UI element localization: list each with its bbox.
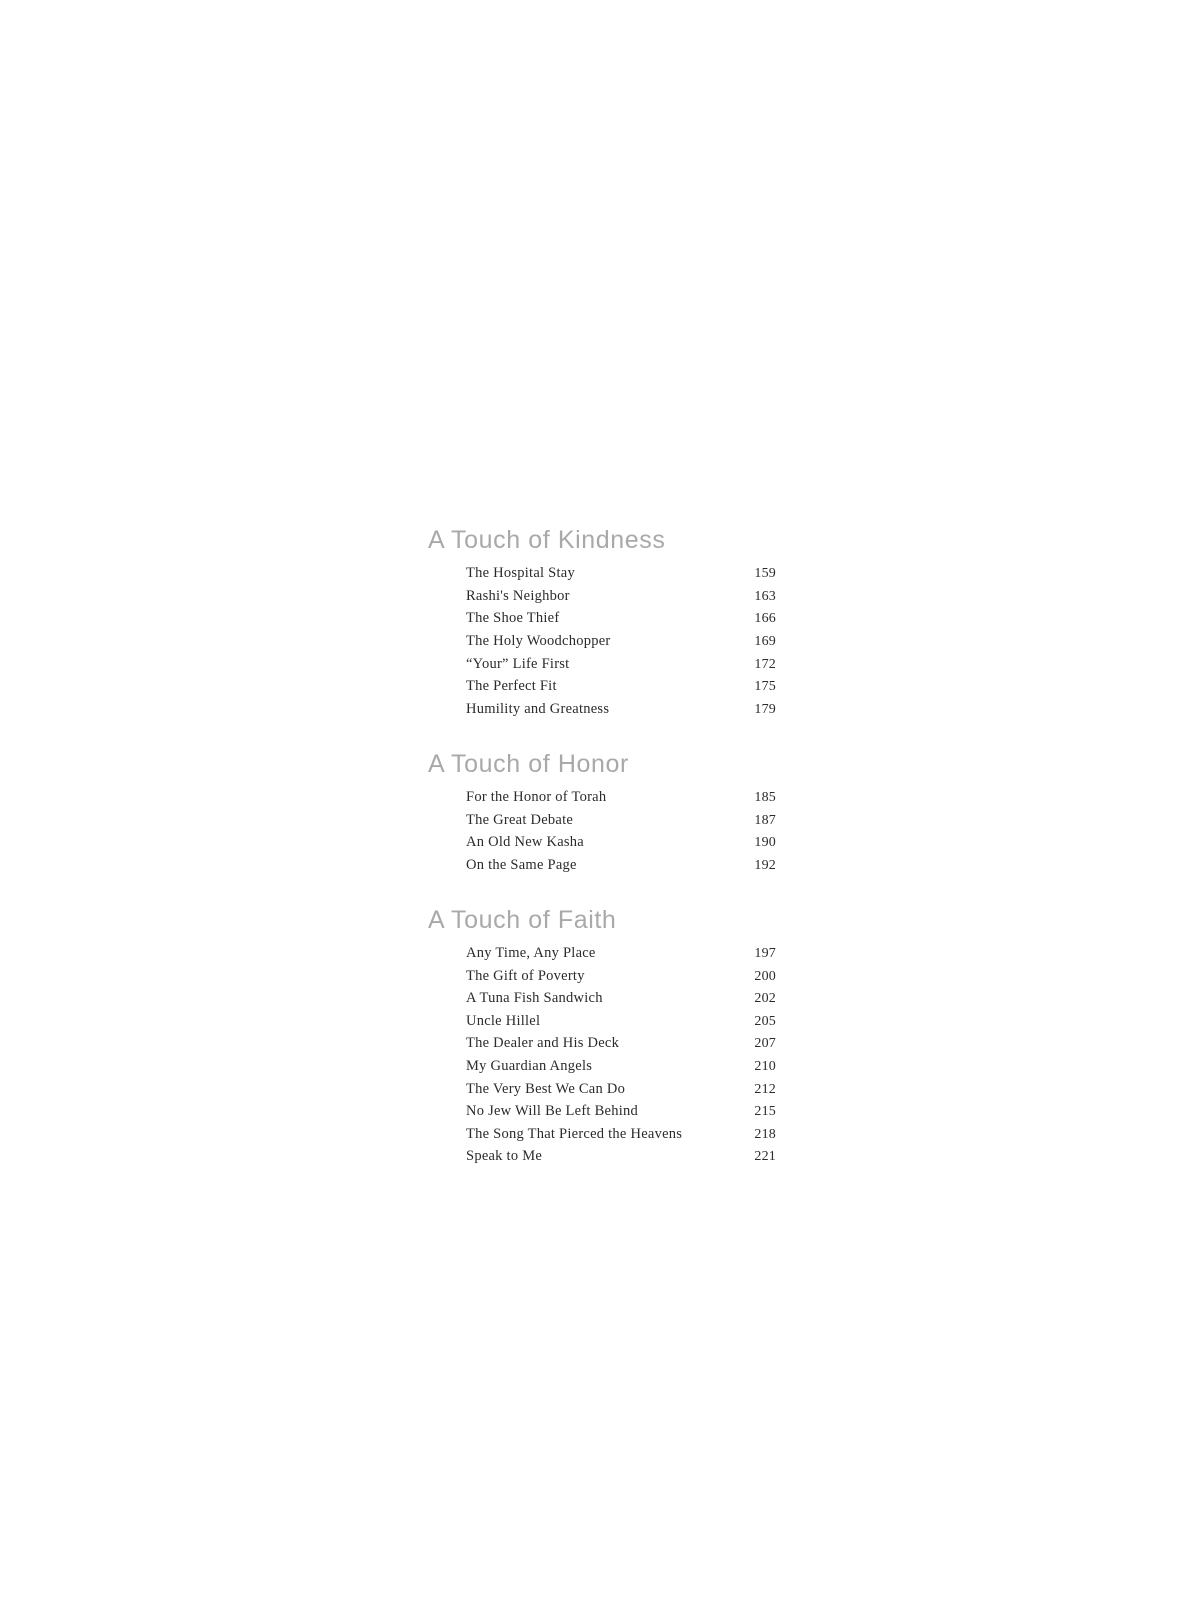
toc-entry[interactable] xyxy=(466,856,778,875)
toc-entry-page: 190 xyxy=(754,835,776,851)
toc-entry[interactable] xyxy=(466,989,778,1008)
toc-entry-title: A Tuna Fish Sandwich xyxy=(466,990,603,1007)
toc-entry-title: An Old New Kasha xyxy=(466,834,584,851)
toc-entry-list xyxy=(428,944,778,1166)
toc-entry[interactable] xyxy=(466,1125,778,1144)
toc-entry-page: 159 xyxy=(754,566,776,582)
toc-entry-title: The Gift of Poverty xyxy=(466,967,585,984)
toc-entry-page: 215 xyxy=(754,1104,776,1120)
toc-entry-page: 202 xyxy=(754,991,776,1007)
toc-entry[interactable] xyxy=(466,655,778,674)
toc-entry-title: Speak to Me xyxy=(466,1148,543,1165)
toc-entry-title: The Hospital Stay xyxy=(466,565,575,582)
toc-entry[interactable] xyxy=(466,1080,778,1099)
toc-entry-list xyxy=(428,788,778,875)
toc-entry-title: Any Time, Any Place xyxy=(466,945,596,962)
table-of-contents xyxy=(428,525,778,1170)
toc-entry-page: 175 xyxy=(754,679,776,695)
toc-entry-list xyxy=(428,564,778,719)
toc-entry[interactable] xyxy=(466,1057,778,1076)
toc-entry-title: My Guardian Angels xyxy=(466,1058,593,1075)
toc-entry-title: Humility and Greatness xyxy=(466,700,610,717)
toc-entry-page: 197 xyxy=(754,946,776,962)
toc-entry[interactable] xyxy=(466,944,778,963)
toc-entry-title: The Shoe Thief xyxy=(466,610,560,627)
toc-entry-page: 218 xyxy=(754,1126,776,1142)
toc-entry-title: The Song That Pierced the Heavens xyxy=(466,1125,683,1142)
toc-entry[interactable] xyxy=(466,833,778,852)
toc-entry-page: 179 xyxy=(754,701,776,717)
toc-entry-page: 212 xyxy=(754,1081,776,1097)
toc-entry[interactable] xyxy=(466,1012,778,1031)
toc-entry[interactable] xyxy=(466,811,778,830)
toc-entry-page: 200 xyxy=(754,968,776,984)
toc-entry-title: The Dealer and His Deck xyxy=(466,1035,620,1052)
toc-entry-page: 185 xyxy=(754,790,776,806)
toc-entry-title: No Jew Will Be Left Behind xyxy=(466,1103,638,1120)
toc-entry[interactable] xyxy=(466,609,778,628)
toc-entry-page: 207 xyxy=(754,1036,776,1052)
toc-section-kindness xyxy=(428,525,778,719)
toc-entry-page: 187 xyxy=(754,812,776,828)
toc-entry-title: Rashi's Neighbor xyxy=(466,587,570,604)
toc-entry[interactable] xyxy=(466,788,778,807)
toc-section-faith xyxy=(428,905,778,1167)
toc-entry[interactable] xyxy=(466,1034,778,1053)
toc-entry-page: 205 xyxy=(754,1013,776,1029)
toc-section-honor xyxy=(428,749,778,875)
toc-entry-title: The Very Best We Can Do xyxy=(466,1080,626,1097)
toc-entry-title: The Holy Woodchopper xyxy=(466,633,611,650)
toc-entry[interactable] xyxy=(466,632,778,651)
toc-entry-page: 221 xyxy=(754,1149,776,1165)
toc-entry[interactable] xyxy=(466,564,778,583)
toc-entry[interactable] xyxy=(466,967,778,986)
toc-entry[interactable] xyxy=(466,587,778,606)
toc-entry[interactable] xyxy=(466,700,778,719)
toc-entry[interactable] xyxy=(466,677,778,696)
toc-entry-page: 169 xyxy=(754,634,776,650)
toc-entry-title: The Great Debate xyxy=(466,811,574,828)
section-title: A Touch of Kindness xyxy=(428,526,666,554)
toc-entry-page: 210 xyxy=(754,1059,776,1075)
section-title: A Touch of Faith xyxy=(428,905,617,934)
toc-entry-page: 192 xyxy=(754,857,776,873)
toc-entry-title: “Your” Life First xyxy=(466,655,570,672)
toc-entry-title: The Perfect Fit xyxy=(466,678,557,695)
toc-entry-page: 166 xyxy=(754,611,776,627)
toc-entry-title: For the Honor of Torah xyxy=(466,789,607,806)
toc-entry-title: On the Same Page xyxy=(466,856,577,873)
toc-entry-page: 163 xyxy=(754,588,776,604)
toc-entry[interactable] xyxy=(466,1147,778,1166)
toc-entry-title: Uncle Hillel xyxy=(466,1012,541,1029)
toc-entry-page: 172 xyxy=(754,656,776,672)
toc-entry[interactable] xyxy=(466,1102,778,1121)
section-title: A Touch of Honor xyxy=(428,749,629,778)
